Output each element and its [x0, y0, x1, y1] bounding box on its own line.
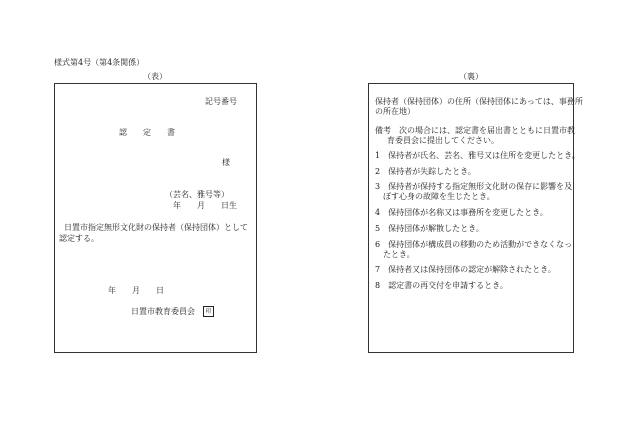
issuer-name: 日置市教育委員会: [131, 307, 195, 316]
front-side-label: （表）: [143, 72, 167, 81]
remark-item-3-line-1: 3 保持者が保持する指定無形文化財の保存に影響を及: [375, 182, 573, 191]
seal-box: 印: [203, 306, 214, 317]
remark-item-4: 4 保持団体が名称又は事務所を変更したとき。: [375, 208, 548, 217]
address-line-1: 保持者（保持団体）の住所（保持団体にあっては、事務所: [375, 97, 583, 106]
front-panel: [54, 83, 257, 353]
remark-item-2: 2 保持者が失踪したとき。: [375, 167, 476, 176]
honorific: 様: [222, 158, 230, 167]
back-panel: [368, 83, 583, 353]
address-line-2: の所在地）: [375, 107, 415, 116]
issue-date: 年 月 日: [108, 286, 164, 295]
remark-item-3-line-2: ぼす心身の故障を生じたとき。: [383, 192, 495, 201]
stage-name-label: （芸名、雅号等）: [165, 190, 229, 199]
remark-line-1: 備考 次の場合には、認定書を届出書とともに日置市教: [375, 126, 575, 135]
remark-item-8: 8 認定書の再交付を申請するとき。: [375, 281, 508, 290]
birth-date-label: 年 月 日生: [173, 201, 237, 210]
certification-body-line-1: 日置市指定無形文化財の保持者（保持団体）として: [64, 223, 248, 232]
back-side-label: （裏）: [459, 72, 483, 81]
remark-item-5: 5 保持団体が解散したとき。: [375, 224, 484, 233]
remark-item-6-line-1: 6 保持団体が構成員の移動のため活動ができなくなっ: [375, 240, 573, 249]
certification-body-line-2: 認定する。: [59, 234, 99, 243]
remark-item-7: 7 保持者又は保持団体の認定が解除されたとき。: [375, 265, 556, 274]
form-label: 様式第4号（第4条関係）: [54, 58, 145, 67]
remark-item-6-line-2: たとき。: [383, 250, 415, 259]
certificate-title: 認 定 書: [119, 128, 175, 137]
cert-number-label: 記号番号: [205, 97, 237, 106]
remark-line-2: 育委員会に提出してください。: [387, 136, 499, 145]
remark-item-1: 1 保持者が氏名、芸名、雅号又は住所を変更したとき。: [375, 151, 580, 160]
